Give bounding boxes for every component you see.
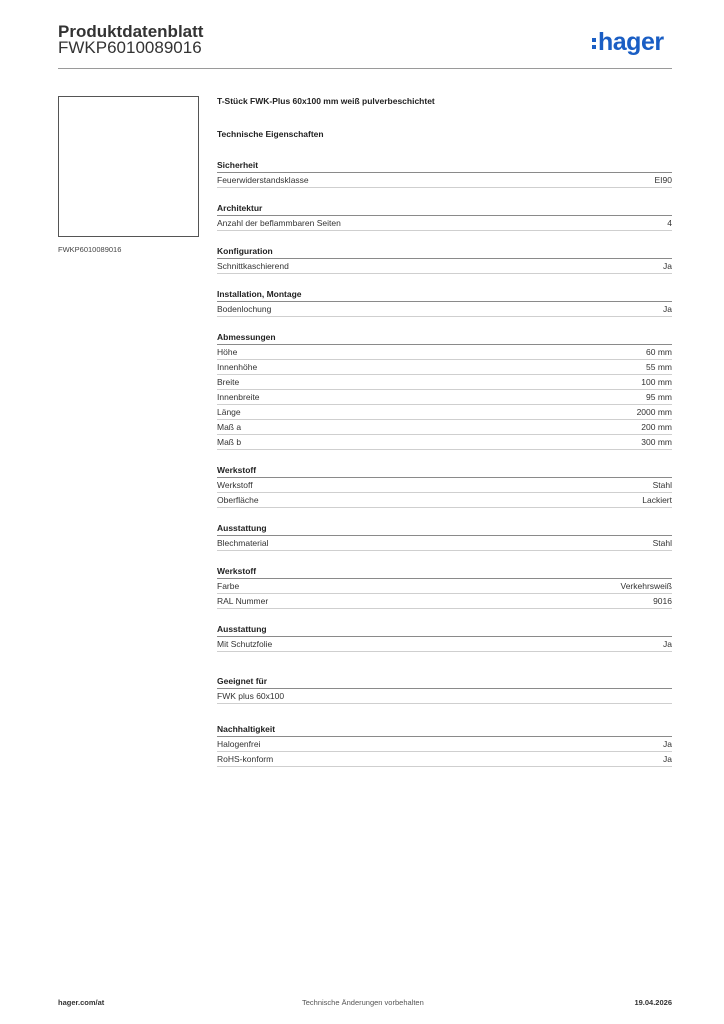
section-title: Nachhaltigkeit	[217, 724, 672, 737]
spec-section	[217, 246, 672, 274]
spec-value: 2000 mm	[636, 407, 672, 417]
spec-sections	[217, 160, 672, 767]
spec-section	[217, 332, 672, 450]
spec-row	[217, 375, 672, 390]
spec-label: Höhe	[217, 347, 238, 357]
logo-dots-icon	[592, 35, 597, 51]
spec-label: RoHS-konform	[217, 754, 274, 764]
spec-label: Mit Schutzfolie	[217, 639, 273, 649]
spec-value: 200 mm	[641, 422, 672, 432]
spec-row	[217, 259, 672, 274]
spec-value: Verkehrsweiß	[620, 581, 672, 591]
spec-row	[217, 405, 672, 420]
spec-label: Maß a	[217, 422, 242, 432]
spec-section	[217, 566, 672, 609]
spec-label: Innenbreite	[217, 392, 260, 402]
section-title: Installation, Montage	[217, 289, 672, 302]
spec-value: 300 mm	[641, 437, 672, 447]
spec-value: 95 mm	[646, 392, 672, 402]
spec-row	[217, 536, 672, 551]
spec-row	[217, 390, 672, 405]
spec-value: 55 mm	[646, 362, 672, 372]
document-product-code: FWKP6010089016	[58, 38, 202, 57]
spec-label: RAL Nummer	[217, 596, 269, 606]
spec-value: Ja	[663, 754, 672, 764]
spec-label: Schnittkaschierend	[217, 261, 289, 271]
spec-label: Bodenlochung	[217, 304, 272, 314]
spec-label: Werkstoff	[217, 480, 253, 490]
spec-heading: Technische Eigenschaften	[217, 129, 324, 139]
spec-value: 60 mm	[646, 347, 672, 357]
spec-row	[217, 579, 672, 594]
spec-row	[217, 173, 672, 188]
spec-label: Feuerwiderstandsklasse	[217, 175, 309, 185]
spec-row	[217, 345, 672, 360]
hager-logo	[592, 28, 664, 57]
spec-label: Oberfläche	[217, 495, 259, 505]
spec-label: Länge	[217, 407, 241, 417]
header-divider	[58, 68, 672, 69]
section-title: Ausstattung	[217, 624, 672, 637]
footer-note: Technische Änderungen vorbehalten	[302, 998, 424, 1007]
spec-row	[217, 737, 672, 752]
spec-row	[217, 752, 672, 767]
spec-section	[217, 160, 672, 188]
spec-content	[217, 96, 672, 767]
footer-date: 19.04.2026	[634, 998, 672, 1007]
spec-row	[217, 689, 672, 704]
logo-text: hager	[598, 28, 664, 56]
spec-label: Maß b	[217, 437, 242, 447]
section-title: Geeignet für	[217, 676, 672, 689]
section-title: Konfiguration	[217, 246, 672, 259]
document-title: Produktdatenblatt	[58, 22, 204, 41]
spec-value: Lackiert	[642, 495, 672, 505]
section-title: Architektur	[217, 203, 672, 216]
spec-row	[217, 435, 672, 450]
spec-label: Farbe	[217, 581, 240, 591]
spec-value: 4	[667, 218, 672, 228]
spec-section	[217, 724, 672, 767]
spec-row	[217, 478, 672, 493]
spec-label: Halogenfrei	[217, 739, 261, 749]
spec-label: Blechmaterial	[217, 538, 269, 548]
spec-value: Ja	[663, 261, 672, 271]
spec-row	[217, 493, 672, 508]
spec-value: EI90	[654, 175, 672, 185]
spec-row	[217, 420, 672, 435]
product-name: T-Stück FWK-Plus 60x100 mm weiß pulverbeschichtet	[217, 96, 435, 106]
spec-value: Ja	[663, 739, 672, 749]
spec-value: Ja	[663, 639, 672, 649]
spec-value: 9016	[653, 596, 672, 606]
spec-section	[217, 289, 672, 317]
spec-row	[217, 216, 672, 231]
spec-label: Anzahl der beflammbaren Seiten	[217, 218, 341, 228]
spec-value: 100 mm	[641, 377, 672, 387]
spec-value: Ja	[663, 304, 672, 314]
product-image-frame	[58, 96, 199, 237]
spec-value: Stahl	[652, 480, 672, 490]
spec-label: Breite	[217, 377, 240, 387]
product-image-caption: FWKP6010089016	[58, 245, 122, 254]
spec-row	[217, 594, 672, 609]
section-title: Werkstoff	[217, 465, 672, 478]
section-title: Sicherheit	[217, 160, 672, 173]
spec-row	[217, 302, 672, 317]
spec-value: Stahl	[652, 538, 672, 548]
section-title: Werkstoff	[217, 566, 672, 579]
spec-section	[217, 676, 672, 704]
footer-website: hager.com/at	[58, 998, 105, 1007]
section-title: Ausstattung	[217, 523, 672, 536]
spec-section	[217, 203, 672, 231]
spec-label: FWK plus 60x100	[217, 691, 285, 701]
spec-section	[217, 624, 672, 652]
spec-row	[217, 360, 672, 375]
spec-section	[217, 465, 672, 508]
spec-row	[217, 637, 672, 652]
spec-label: Innenhöhe	[217, 362, 258, 372]
section-title: Abmessungen	[217, 332, 672, 345]
spec-section	[217, 523, 672, 551]
